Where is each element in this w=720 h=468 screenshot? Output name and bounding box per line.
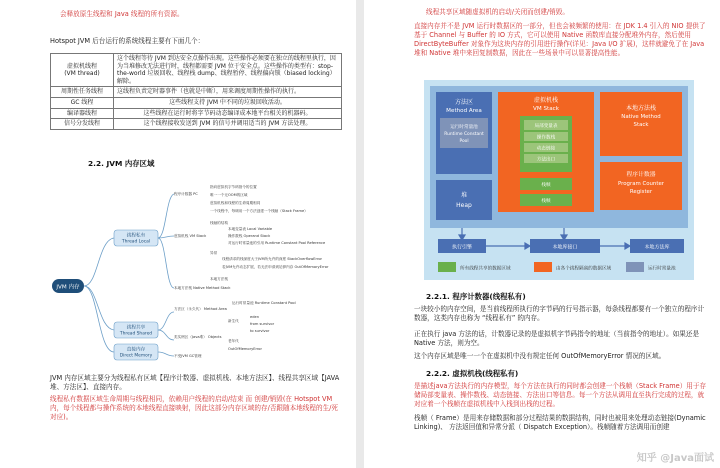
mindmap-group-direct <box>114 344 158 360</box>
mindmap-note: 运行时常量池 Runtime Constant Pool <box>232 301 296 305</box>
svg-text:方法区: 方法区 <box>454 99 474 106</box>
mindmap-note: 操作数栈 Operand Stack <box>228 234 271 238</box>
mindmap-group-private <box>114 230 158 246</box>
thread-name: GC 线程 <box>51 97 114 108</box>
pc-paragraph-1: 一块较小的内存空间，是当前线程所执行的字节码的行号指示器，每条线程都要有一个独立的程序计数器，这类内存也称为 “线程私有” 的内存。 <box>414 305 705 322</box>
mindmap-group-shared <box>114 322 158 338</box>
mindmap-note: 老年代 <box>228 339 239 343</box>
mindmap-node: 程序计数器 PC <box>174 192 198 196</box>
svg-text:栈帧: 栈帧 <box>541 183 551 188</box>
mindmap-note: 本地变量表 Local Variable <box>228 227 273 231</box>
svg-text:Runtime Constant: Runtime Constant <box>444 132 484 137</box>
svg-text:Method Area: Method Area <box>446 108 482 114</box>
vm-stack-paragraph: 是描述java方法执行的内存模型，每个方法在执行的同时都会创建一个栈帧（Stack Frame）用于存储局部变量表、操作数栈、动态链接、方法出口等信息。每一个方法从调用直至执行完成的过程，就对应着一个栈帧在虚拟机栈中入栈到出栈的过程。 <box>414 382 707 408</box>
thread-desc: 这个线程等待 JVM 到达安全点操作出现。这些操作必须要在独立的线程里执行，因为当堆修改无法进行时，线程都需要 JVM 位于安全点。这些操作的类型有：stop-the-world 垃圾回收、线程栈 dump、线程暂停、线程偏向锁（biased locking）解除。 <box>114 54 342 87</box>
svg-text:Program Counter: Program Counter <box>618 181 664 187</box>
svg-text:局部变量表: 局部变量表 <box>534 124 558 129</box>
mindmap-node: 本地方法栈 Native Method Stack <box>174 286 231 290</box>
mindmap-root-label: JVM 内存 <box>56 284 80 291</box>
table-row <box>51 108 342 119</box>
mindmap-note: eden <box>250 315 259 319</box>
pc-paragraph-3: 这个内存区域是唯一一个在虚拟机中没有规定任何 OutOfMemoryError 情况的区域。 <box>414 352 666 360</box>
vm-stack-box <box>498 92 594 212</box>
thread-desc: 这些线程在运行时将字节码动态编译成本地平台相关的机器码。 <box>114 108 342 119</box>
svg-text:由各个线程隔离的数据区域: 由各个线程隔离的数据区域 <box>556 266 612 272</box>
table-row <box>51 87 342 98</box>
section-heading-pc: 2.2.1. 程序计数器(线程私有) <box>426 292 526 301</box>
table-row <box>51 97 342 108</box>
thread-name: 虚拟机线程 (VM thread) <box>51 54 114 87</box>
mindmap-note: 虚拟机栈和线程的生命周期相同 <box>210 201 261 205</box>
thread-desc: 这个线程接收发送到 JVM 的信号并调用适当的 JVM 方法处理。 <box>114 119 342 130</box>
svg-text:本地方法库: 本地方法库 <box>644 244 670 251</box>
mindmap-note: 异常 <box>210 251 218 255</box>
svg-text:虚拟机栈: 虚拟机栈 <box>533 97 559 104</box>
native-library-box <box>630 239 684 253</box>
svg-text:Thread Shared: Thread Shared <box>119 331 153 337</box>
mindmap-note: 对运行时常量池的引用 Runtime Constant Pool Reference <box>228 241 326 245</box>
mindmap-note: 唯一一个无OOM的区域 <box>210 193 248 197</box>
jvm-runtime-data-diagram <box>424 80 694 280</box>
method-area-box <box>436 92 492 174</box>
thread-desc: 这线程负责定时器事件（也就是中断），用来调度周期性操作的执行。 <box>114 87 342 98</box>
intro-text: Hotspot JVM 后台运行的系统线程主要有下面几个： <box>50 37 205 45</box>
mindmap-note: 线程请求的栈深度大于JVM所允许的深度 StackOverflowError <box>222 257 323 261</box>
table-row <box>51 119 342 130</box>
mindmap-node: 方法区（永久代） Method Area <box>174 307 227 311</box>
svg-text:栈帧: 栈帧 <box>541 199 551 204</box>
mindmap-note: 本地方法栈 <box>210 277 228 281</box>
svg-text:Direct Memory: Direct Memory <box>119 353 153 359</box>
svg-text:程序计数器: 程序计数器 <box>626 172 656 178</box>
stack-frame-paragraph: 栈帧（ Frame）是用来存储数据和部分过程结果的数据结构，同时也被用来处理动态链接(Dynamic Linking)、 方法返回值和异常分派（ Dispatch Exception）。栈帧随着方法调用而创建 <box>414 414 706 431</box>
svg-text:Heap: Heap <box>456 202 472 209</box>
thread-name: 信号分发线程 <box>51 119 114 130</box>
top-red-line: 会释放原生线程和 Java 线程的所有资源。 <box>60 10 184 18</box>
jvm-memory-mindmap <box>50 180 329 362</box>
mindmap-note: 栈帧的结构 <box>210 221 228 225</box>
svg-text:线程私有: 线程私有 <box>126 233 146 239</box>
svg-text:方法出口: 方法出口 <box>536 157 556 163</box>
table-row <box>51 54 342 87</box>
mindmap-node: 类实例区（Java堆） Objects <box>174 335 222 339</box>
native-method-stack-box <box>600 92 682 156</box>
svg-text:堆: 堆 <box>460 192 468 199</box>
mindmap-note: 不受JVM GC管理 <box>174 354 202 358</box>
heap-box <box>436 180 492 220</box>
mindmap-note: to survivor <box>250 329 270 333</box>
pc-paragraph-2: 正在执行 java 方法的话，计数器记录的是虚拟机字节码指令的地址（当前指令的地址）。如果还是 Native 方法，则为空。 <box>414 330 700 347</box>
svg-text:动态链接: 动态链接 <box>536 146 556 152</box>
mindmap-note: from survivor <box>250 322 275 326</box>
thread-name: 编译器线程 <box>51 108 114 119</box>
section-heading-vm-stack: 2.2.2. 虚拟机栈(线程私有) <box>426 369 519 378</box>
native-interface-box <box>530 239 600 253</box>
svg-text:本地方法栈: 本地方法栈 <box>625 105 657 112</box>
mindmap-note: 指向虚拟机字节码指令的位置 <box>210 185 257 189</box>
section-heading: 2.2. JVM 内存区域 <box>88 159 155 168</box>
svg-text:运行时常量池: 运行时常量池 <box>450 125 478 130</box>
direct-memory-paragraph: 直接内存并不是 JVM 运行时数据区的一部分，但也会被频繁的使用：在 JDK 1.4 引入的 NIO 提供了基于 Channel 与 Buffer 的 IO 方式，它可以使用 Native 函数库直接分配堆外内存，然后使用 DirectByteBuffer 对象作为这块内存的引用进行操作(详见：Java I/O 扩展)，这样就避免了在 Java 堆和 Native 堆中来回复制数据，因此在一些场景中可以显著提高性能。 <box>414 22 706 57</box>
system-threads-table <box>50 53 342 130</box>
svg-text:Register: Register <box>629 189 653 195</box>
svg-text:执行引擎: 执行引擎 <box>451 244 473 251</box>
mindmap-node: 虚拟机栈 VM Stack <box>174 234 207 238</box>
mindmap-note: 一个线程中，每调用一个方法创建一个栈帧（Stack Frame） <box>210 209 308 213</box>
svg-text:直接内存: 直接内存 <box>126 347 146 353</box>
mindmap-note: 新生代 <box>228 319 239 323</box>
svg-text:运行时常量池: 运行时常量池 <box>648 266 676 272</box>
svg-text:所有线程共享的数据区域: 所有线程共享的数据区域 <box>460 266 511 272</box>
svg-text:Pool: Pool <box>459 139 469 144</box>
svg-text:Native Method: Native Method <box>621 114 661 120</box>
thread-desc: 这些线程支持 JVM 中不同的垃圾回收活动。 <box>114 97 342 108</box>
mindmap-note: 若JVM允许动态扩展，若无法申请到足够内存 OutOfMemoryError <box>222 265 329 269</box>
right-page <box>364 0 720 468</box>
thread-name: 周期性任务线程 <box>51 87 114 98</box>
watermark: 知乎 @Java面试 <box>636 453 714 464</box>
top-red-line: 线程共享区域随虚拟机的启动/关闭而创建/销毁。 <box>426 8 569 16</box>
memory-area-paragraph: JVM 内存区域主要分为线程私有区域【程序计数器、虚拟机栈、本地方法区】、线程共享区域【JAVA 堆、方法区】、直接内存。 <box>50 374 340 391</box>
private-area-paragraph: 线程私有数据区域生命周期与线程相同，依赖用户线程的启动/结束 而 创建/销毁(在 Hotspot VM 内，每个线程都与操作系统的本地线程直接映射，因此这部分内存区域的存/否跟随本地线程的生/死对应)。 <box>50 395 338 421</box>
svg-text:操作数栈: 操作数栈 <box>536 135 556 141</box>
left-page <box>0 0 356 468</box>
svg-text:Stack: Stack <box>633 122 649 128</box>
svg-text:Thread Local: Thread Local <box>121 239 151 245</box>
execution-engine-box <box>438 239 486 253</box>
svg-text:线程共享: 线程共享 <box>126 325 146 331</box>
program-counter-box <box>600 162 682 210</box>
mindmap-note: OutOfMemoryError <box>228 347 262 351</box>
svg-text:VM Stack: VM Stack <box>533 106 559 112</box>
svg-text:本地库接口: 本地库接口 <box>552 244 578 251</box>
